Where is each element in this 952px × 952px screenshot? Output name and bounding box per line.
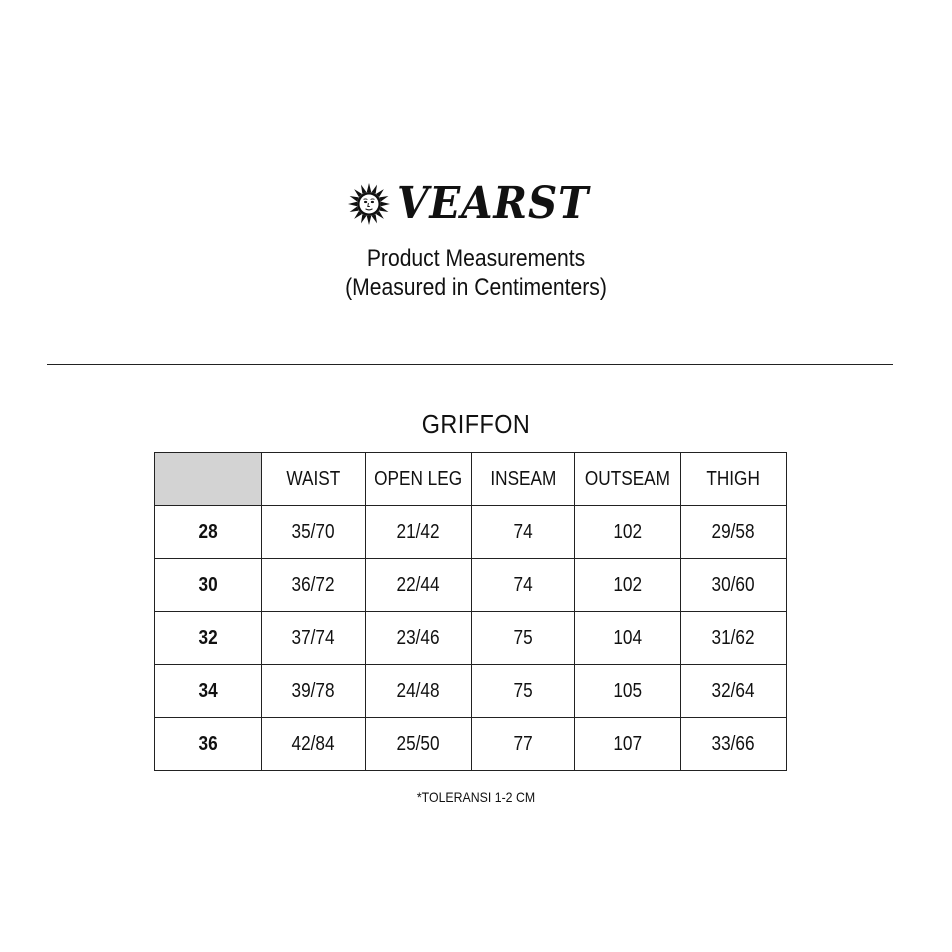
table-cell: 104 xyxy=(575,612,681,665)
size-cell: 34 xyxy=(155,665,262,718)
table-cell: 29/58 xyxy=(681,506,787,559)
table-cell: 102 xyxy=(575,506,681,559)
table-cell: 107 xyxy=(575,718,681,771)
column-header: INSEAM xyxy=(472,453,575,506)
page-subtitle xyxy=(57,244,895,302)
table-cell: 21/42 xyxy=(366,506,472,559)
table-cell: 31/62 xyxy=(681,612,787,665)
table-header-row xyxy=(155,453,787,506)
table-cell: 75 xyxy=(472,612,575,665)
table-cell: 75 xyxy=(472,665,575,718)
column-header: OPEN LEG xyxy=(366,453,472,506)
table-cell: 105 xyxy=(575,665,681,718)
table-cell: 23/46 xyxy=(366,612,472,665)
table-cell: 24/48 xyxy=(366,665,472,718)
table-cell: 74 xyxy=(472,506,575,559)
table-cell: 42/84 xyxy=(262,718,366,771)
corner-cell xyxy=(155,453,262,506)
divider xyxy=(47,364,893,365)
table-cell: 39/78 xyxy=(262,665,366,718)
table-cell: 77 xyxy=(472,718,575,771)
table-row xyxy=(155,612,787,665)
table-cell: 22/44 xyxy=(366,559,472,612)
column-header: OUTSEAM xyxy=(575,453,681,506)
header xyxy=(0,178,952,302)
brand-name: VEARST xyxy=(396,178,589,229)
size-cell: 28 xyxy=(155,506,262,559)
size-table xyxy=(154,452,787,771)
table-row xyxy=(155,718,787,771)
sun-face-icon xyxy=(347,182,391,226)
brand-logo xyxy=(0,178,952,230)
table-cell: 37/74 xyxy=(262,612,366,665)
product-name: GRIFFON xyxy=(421,409,531,439)
column-header: THIGH xyxy=(681,453,787,506)
table-cell: 33/66 xyxy=(681,718,787,771)
table-cell: 36/72 xyxy=(262,559,366,612)
table-cell: 32/64 xyxy=(681,665,787,718)
size-cell: 32 xyxy=(155,612,262,665)
table-row xyxy=(155,506,787,559)
subtitle-line-2: (Measured in Centimenters) xyxy=(345,274,607,301)
subtitle-line-1: Product Measurements xyxy=(366,245,586,272)
tolerance-note: *TOLERANSI 1-2 CM xyxy=(416,789,536,805)
table-row xyxy=(155,665,787,718)
column-header: WAIST xyxy=(262,453,366,506)
table-cell: 102 xyxy=(575,559,681,612)
table-cell: 30/60 xyxy=(681,559,787,612)
table-row xyxy=(155,559,787,612)
table-cell: 25/50 xyxy=(366,718,472,771)
table-cell: 74 xyxy=(472,559,575,612)
size-cell: 36 xyxy=(155,718,262,771)
table-cell: 35/70 xyxy=(262,506,366,559)
size-cell: 30 xyxy=(155,559,262,612)
